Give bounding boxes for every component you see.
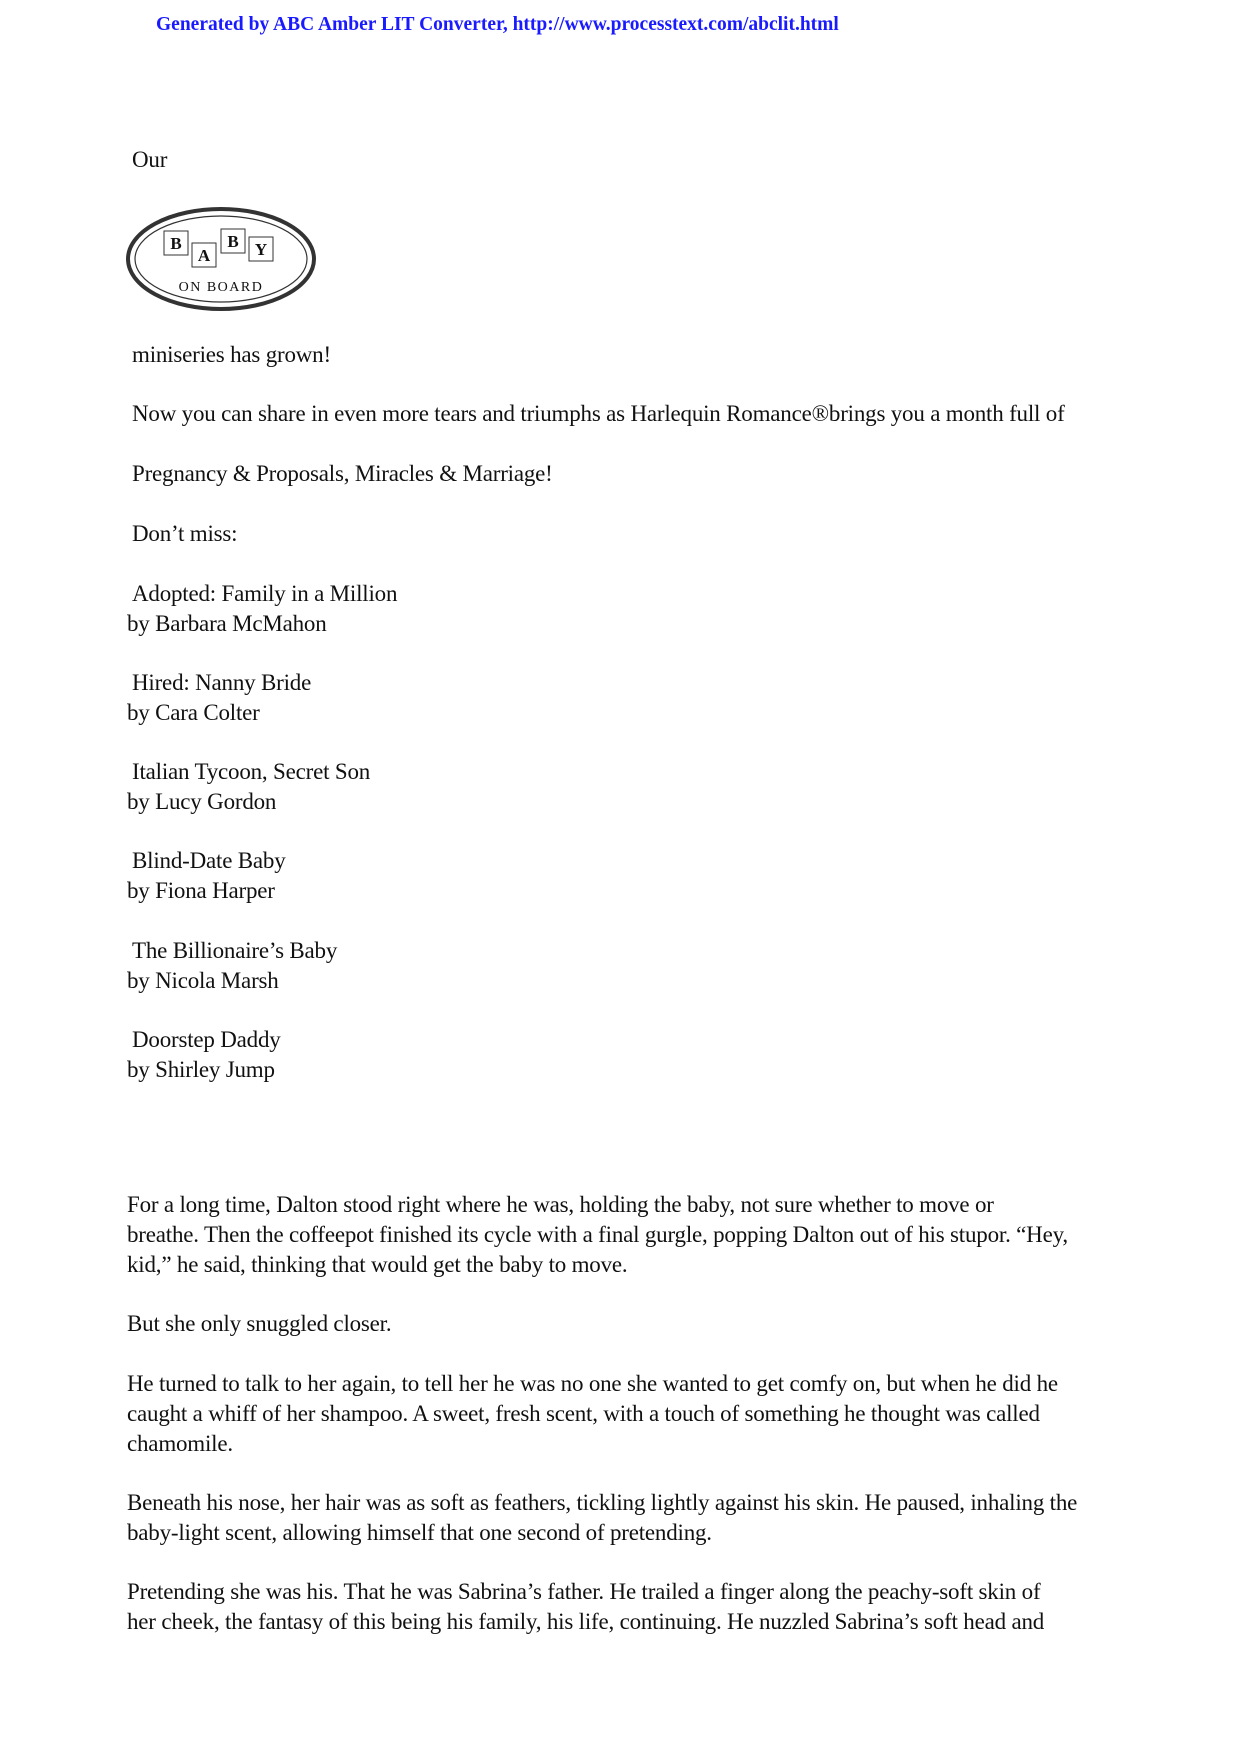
converter-header: Generated by ABC Amber LIT Converter, http://www.processtext.com/abclit.html: [156, 14, 839, 35]
story-paragraph: Beneath his nose, her hair was as soft as feathers, tickling lightly against his skin. He paused, inhaling the baby-light scent, allowing himself that one second of pretending.: [127, 1490, 1078, 1545]
book-title: Hired: Nanny Bride: [132, 670, 312, 695]
book-title: Italian Tycoon, Secret Son: [132, 759, 371, 784]
story-paragraph: He turned to talk to her again, to tell her he was no one she wanted to get comfy on, but when he did he caught a whiff of her shampoo. A sweet, fresh scent, with a touch of something he thought was called chamomile.: [127, 1371, 1058, 1456]
book-author: by Fiona Harper: [127, 878, 275, 903]
book-title: The Billionaire’s Baby: [132, 938, 338, 963]
book-author: by Shirley Jump: [127, 1057, 275, 1082]
logo-block-b1: B: [170, 234, 182, 253]
book-author: by Lucy Gordon: [127, 789, 277, 814]
story-paragraph: But she only snuggled closer.: [127, 1311, 392, 1336]
book-author: by Barbara McMahon: [127, 611, 327, 636]
logo-block-b2: B: [227, 232, 239, 251]
book-title: Doorstep Daddy: [132, 1027, 281, 1052]
book-title: Blind-Date Baby: [132, 848, 286, 873]
logo-block-a: A: [197, 246, 211, 265]
book-author: by Cara Colter: [127, 700, 260, 725]
dont-miss-line: Don’t miss:: [132, 521, 238, 546]
intro-word: Our: [132, 147, 168, 172]
baby-on-board-logo: [124, 205, 318, 313]
miniseries-line: miniseries has grown!: [132, 342, 331, 367]
logo-caption: ON BOARD: [178, 280, 264, 295]
story-paragraph: For a long time, Dalton stood right where he was, holding the baby, not sure whether to move or breathe. Then the coffeepot finished its cycle with a final gurgle, popping Dalton out of his stupor. “Hey, kid,” he said, thinking that would get the baby to move.: [127, 1192, 1068, 1277]
share-line: Now you can share in even more tears and triumphs as Harlequin Romance®brings you a month full of: [132, 401, 1065, 426]
book-title: Adopted: Family in a Million: [132, 581, 398, 606]
logo-block-y: Y: [254, 240, 268, 259]
book-author: by Nicola Marsh: [127, 968, 279, 993]
story-paragraph: Pretending she was his. That he was Sabrina’s father. He trailed a finger along the peachy-soft skin of her cheek, the fantasy of this being his family, his life, continuing. He nuzzled Sabrina’s soft head and: [127, 1579, 1045, 1634]
pregnancy-line: Pregnancy & Proposals, Miracles & Marriage!: [132, 461, 553, 486]
